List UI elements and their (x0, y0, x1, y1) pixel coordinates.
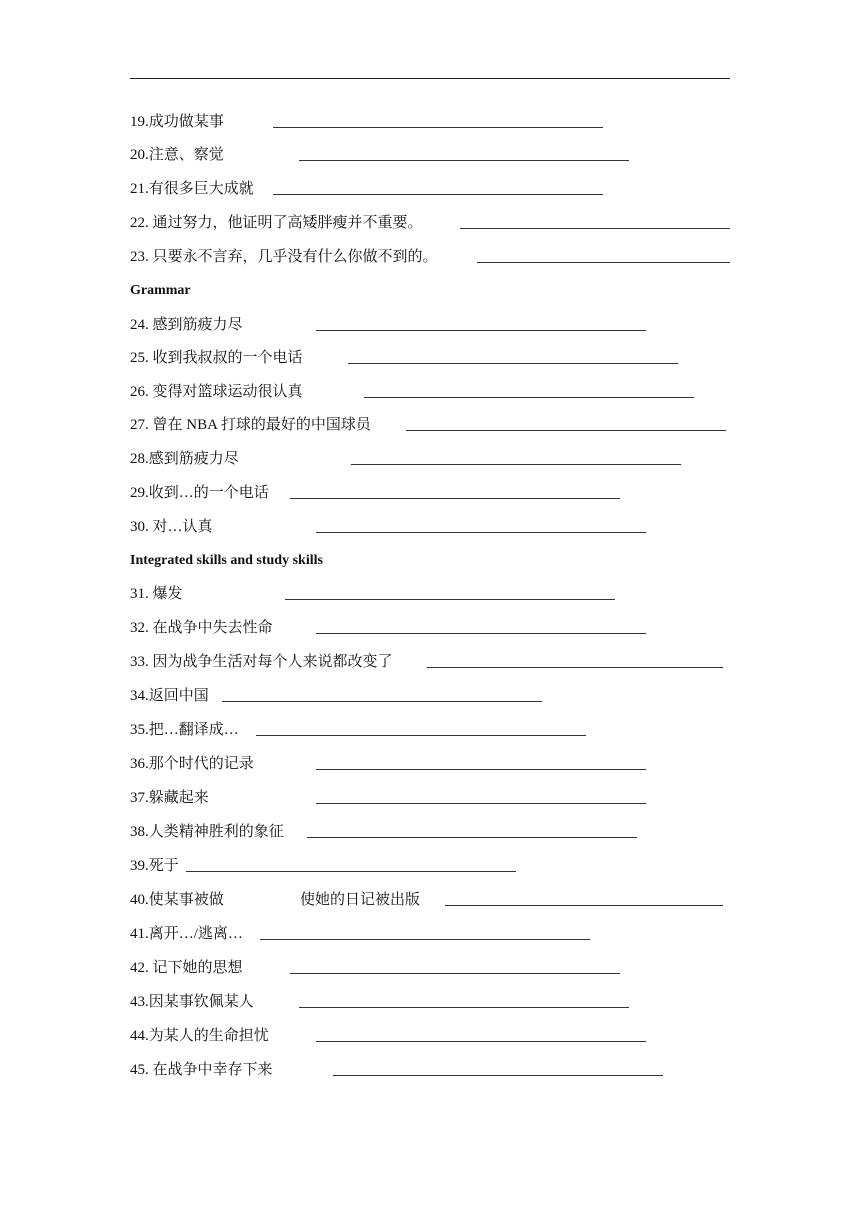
item-41-answer-blank[interactable] (260, 939, 590, 940)
item-43-answer-blank[interactable] (299, 1007, 629, 1008)
item-35-answer-blank[interactable] (256, 735, 586, 736)
item-39-text: 39.死于 (130, 858, 179, 874)
item-41-text: 41.离开…/逃离… (130, 926, 243, 942)
item-45-answer-blank[interactable] (333, 1075, 663, 1076)
item-32-answer-blank[interactable] (316, 633, 646, 634)
item-34-text: 34.返回中国 (130, 688, 209, 704)
item-36-answer-blank[interactable] (316, 769, 646, 770)
item-45-text: 45. 在战争中幸存下来 (130, 1062, 273, 1078)
item-34-answer-blank[interactable] (222, 701, 542, 702)
item-38-answer-blank[interactable] (307, 837, 637, 838)
item-31-text: 31. 爆发 (130, 586, 183, 602)
item-40-text: 40.使某事被做 (130, 892, 224, 908)
item-28-answer-blank[interactable] (351, 464, 681, 465)
item-30-answer-blank[interactable] (316, 532, 646, 533)
item-37-answer-blank[interactable] (316, 803, 646, 804)
item-24-answer-blank[interactable] (316, 330, 646, 331)
item-44-answer-blank[interactable] (316, 1041, 646, 1042)
item-29-text: 29.收到…的一个电话 (130, 485, 269, 501)
item-29-answer-blank[interactable] (290, 498, 620, 499)
item-43-text: 43.因某事钦佩某人 (130, 994, 254, 1010)
item-27-text: 27. 曾在 NBA 打球的最好的中国球员 (130, 417, 371, 433)
item-30-text: 30. 对…认真 (130, 519, 213, 535)
item-28-text: 28.感到筋疲力尽 (130, 451, 239, 467)
item-27-answer-blank[interactable] (406, 430, 726, 431)
item-22-text: 22. 通过努力，他证明了高矮胖瘦并不重要。 (130, 215, 423, 231)
item-25-answer-blank[interactable] (348, 363, 678, 364)
item-35-text: 35.把…翻译成… (130, 722, 239, 738)
item-37-text: 37.躲藏起来 (130, 790, 209, 806)
item-21-answer-blank[interactable] (273, 194, 603, 195)
item-24-text: 24. 感到筋疲力尽 (130, 317, 243, 333)
item-23-answer-blank[interactable] (477, 262, 730, 263)
item-40-example-text: 使她的日记被出版 (300, 892, 421, 908)
item-19-text: 19.成功做某事 (130, 114, 224, 130)
item-21-text: 21.有很多巨大成就 (130, 181, 254, 197)
heading-grammar: Grammar (130, 283, 191, 298)
item-19-answer-blank[interactable] (273, 127, 603, 128)
item-22-answer-blank[interactable] (460, 228, 730, 229)
item-26-text: 26. 变得对篮球运动很认真 (130, 384, 303, 400)
item-23-text: 23. 只要永不言弃，几乎没有什么你做不到的。 (130, 249, 438, 265)
item-31-answer-blank[interactable] (285, 599, 615, 600)
heading-integrated-skills: Integrated skills and study skills (130, 553, 323, 568)
item-44-text: 44.为某人的生命担忧 (130, 1028, 269, 1044)
item-25-text: 25. 收到我叔叔的一个电话 (130, 350, 303, 366)
item-38-text: 38.人类精神胜利的象征 (130, 824, 284, 840)
item-33-text: 33. 因为战争生活对每个人来说都改变了 (130, 654, 393, 670)
item-33-answer-blank[interactable] (427, 667, 723, 668)
item-39-answer-blank[interactable] (186, 871, 516, 872)
item-36-text: 36.那个时代的记录 (130, 756, 254, 772)
item-26-answer-blank[interactable] (364, 397, 694, 398)
item-20-text: 20.注意、察觉 (130, 147, 224, 163)
header-rule (130, 78, 730, 79)
item-42-text: 42. 记下她的思想 (130, 960, 243, 976)
item-40-answer-blank[interactable] (445, 905, 723, 906)
item-42-answer-blank[interactable] (290, 973, 620, 974)
item-20-answer-blank[interactable] (299, 160, 629, 161)
item-32-text: 32. 在战争中失去性命 (130, 620, 273, 636)
